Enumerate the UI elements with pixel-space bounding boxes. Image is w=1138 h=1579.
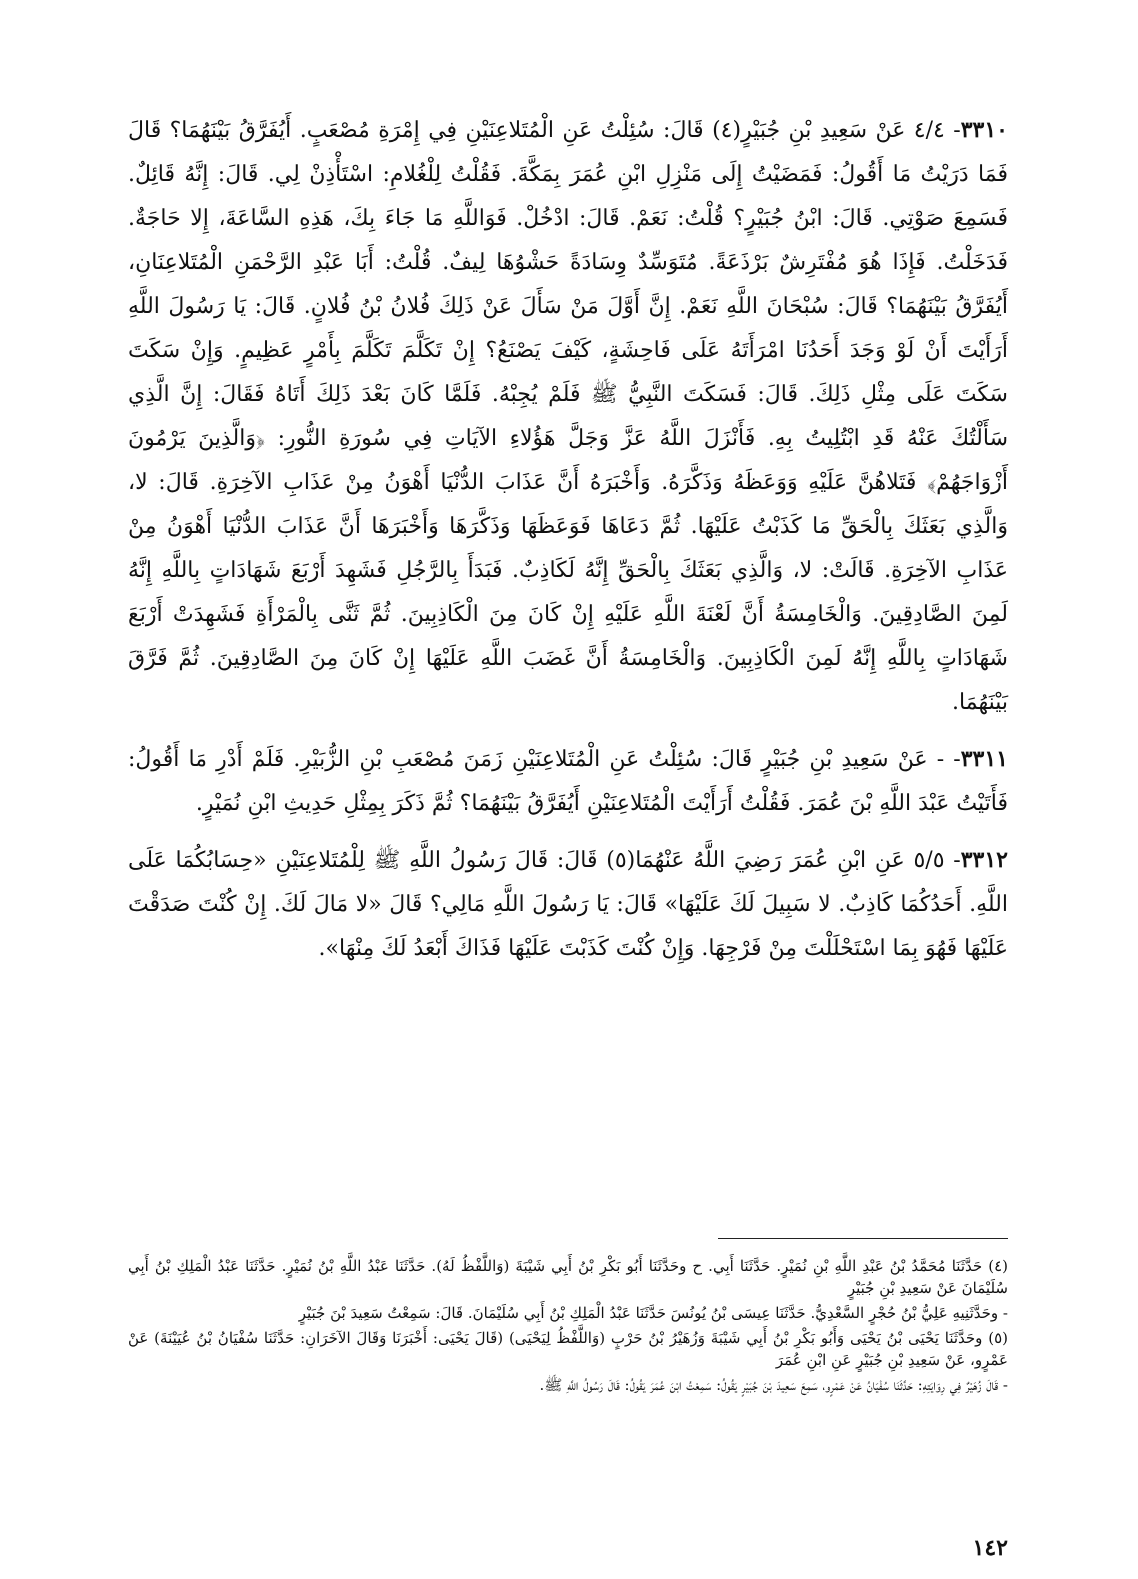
hadith-3310 [128,108,1008,725]
page-number: ١٤٢ [972,1535,1008,1561]
footnote: (٤) حَدَّثَنَا مُحَمَّدُ بْنُ عَبْدِ اللَّهِ بْنِ نُمَيْرٍ. حَدَّثَنَا أَبِي. ح وحَدَّثَنَا أَبُو بَكْرِ بْنُ أَبِي شَيْبَةَ (وَاللَّفْظُ لَهُ). حَدَّثَنَا عَبْدُ اللَّهِ بْنُ نُمَيْرٍ. حَدَّثَنَا عَبْدُ الْمَلِكِ بْنُ أَبِي سُلَيْمَانَ عَنْ سَعِيدِ بْنِ جُبَيْرٍ [128,1257,1008,1297]
footnote-divider [718,1238,1008,1239]
footnote: - وحَدَّثَنِيهِ عَلِيُّ بْنُ حُجْرٍ السَّعْدِيُّ. حَدَّثَنَا عِيسَى بْنُ يُونُسَ حَدَّثَنَا عَبْدُ الْمَلِكِ بْنُ أَبِي سُلَيْمَانَ. قَالَ: سَمِعْتُ سَعِيدَ بْنَ جُبَيْرٍ [298,1304,1008,1322]
hadith-number: ٣٣١٢ [960,847,1008,873]
footnote: - قَالَ زُهَيْرٌ فِي رِوَايَتِهِ: حَدَّثَنَا سُفْيَانُ عَنْ عَمْرٍو، سَمِعَ سَعِيدَ بْنَ جُبَيْرٍ يَقُولُ: سَمِعْتُ ابْنَ عُمَرَ يَقُولُ: قَالَ رَسُولُ اللَّهِ ﷺ. [539,1376,1008,1394]
hadith-3312 [128,838,1008,971]
hadith-body: - ٤/٤ عَنْ سَعِيدِ بْنِ جُبَيْرٍ(٤) قَالَ: سُئِلْتُ عَنِ الْمُتَلاعِنَيْنِ فِي إِمْرَةِ مُصْعَبٍ. أَيُفَرَّقُ بَيْنَهُمَا؟ قَالَ فَمَا دَرَيْتُ مَا أَقُولُ: فَمَضَيْتُ إِلَى مَنْزِلِ ابْنِ عُمَرَ بِمَكَّةَ. فَقُلْتُ لِلْغُلامِ: اسْتَأْذِنْ لِي. قَالَ: إِنَّهُ قَائِلٌ. فَسَمِعَ صَوْتِي. قَالَ: ابْنُ جُبَيْرٍ؟ قُلْتُ: نَعَمْ. قَالَ: ادْخُلْ. فَوَاللَّهِ مَا جَاءَ بِكَ، هَذِهِ السَّاعَةَ، إِلا حَاجَةٌ. فَدَخَلْتُ. فَإِذَا هُوَ مُفْتَرِشٌ بَرْذَعَةً. مُتَوَسِّدٌ وِسَادَةً حَشْوُهَا لِيفٌ. قُلْتُ: أَبَا عَبْدِ الرَّحْمَنِ الْمُتَلاعِنَانِ، أَيُفَرَّقُ بَيْنَهُمَا؟ قَالَ: سُبْحَانَ اللَّهِ نَعَمْ. إِنَّ أَوَّلَ مَنْ سَأَلَ عَنْ ذَلِكَ فُلانُ بْنُ فُلانٍ. قَالَ: يَا رَسُولَ اللَّهِ أَرَأَيْتَ أَنْ لَوْ وَجَدَ أَحَدُنَا امْرَأَتَهُ عَلَى فَاحِشَةٍ، كَيْفَ يَصْنَعُ؟ إِنْ تَكَلَّمَ تَكَلَّمَ بِأَمْرٍ عَظِيمٍ. وَإِنْ سَكَتَ سَكَتَ عَلَى مِثْلِ ذَلِكَ. قَالَ: فَسَكَتَ النَّبِيُّ ﷺ فَلَمْ يُجِبْهُ. فَلَمَّا كَانَ بَعْدَ ذَلِكَ أَتَاهُ فَقَالَ: إِنَّ الَّذِي سَأَلْتُكَ عَنْهُ قَدِ ابْتُلِيتُ بِهِ. فَأَنْزَلَ اللَّهُ عَزَّ وَجَلَّ هَؤُلاءِ الآيَاتِ فِي سُورَةِ النُّورِ: ﴿وَالَّذِينَ يَرْمُونَ أَزْوَاجَهُمْ﴾ فَتَلاهُنَّ عَلَيْهِ وَوَعَظَهُ وَذَكَّرَهُ. وَأَخْبَرَهُ أَنَّ عَذَابَ الدُّنْيَا أَهْوَنُ مِنْ عَذَابِ الآخِرَةِ. قَالَ: لا، وَالَّذِي بَعَثَكَ بِالْحَقِّ مَا كَذَبْتُ عَلَيْهَا. ثُمَّ دَعَاهَا فَوَعَظَهَا وَذَكَّرَهَا وَأَخْبَرَهَا أَنَّ عَذَابَ الدُّنْيَا أَهْوَنُ مِنْ عَذَابِ الآخِرَةِ. قَالَتْ: لا، وَالَّذِي بَعَثَكَ بِالْحَقِّ إِنَّهُ لَكَاذِبٌ. فَبَدَأَ بِالرَّجُلِ فَشَهِدَ أَرْبَعَ شَهَادَاتٍ بِاللَّهِ إِنَّهُ لَمِنَ الصَّادِقِينَ. وَالْخَامِسَةُ أَنَّ لَعْنَةَ اللَّهِ عَلَيْهِ إِنْ كَانَ مِنَ الْكَاذِبِينَ. ثُمَّ ثَنَّى بِالْمَرْأَةِ فَشَهِدَتْ أَرْبَعَ شَهَادَاتٍ بِاللَّهِ إِنَّهُ لَمِنَ الْكَاذِبِينَ. وَالْخَامِسَةُ أَنَّ غَضَبَ اللَّهِ عَلَيْهَا إِنْ كَانَ مِنَ الصَّادِقِينَ. ثُمَّ فَرَّقَ بَيْنَهُمَا. [128,118,1008,715]
footnote: (٥) وحَدَّثَنَا يَحْيَى بْنُ يَحْيَى وَأَبُو بَكْرِ بْنُ أَبِي شَيْبَةَ وَزُهَيْرُ بْنُ حَرْبٍ (وَاللَّفْظُ لِيَحْيَى) (قَالَ يَحْيَى: أَخْبَرَنَا وَقَالَ الآخَرَانِ: حَدَّثَنَا سُفْيَانُ بْنُ عُيَيْنَةَ) عَنْ عَمْرٍو، عَنْ سَعِيدِ بْنِ جُبَيْرٍ عَنِ ابْنِ عُمَرَ [128,1329,1008,1369]
hadith-number: ٣٣١١ [960,746,1008,772]
hadith-body: - ٥/٥ عَنِ ابْنِ عُمَرَ رَضِيَ اللَّهُ عَنْهُمَا(٥) قَالَ: قَالَ رَسُولُ اللَّهِ ﷺ لِلْمُتَلاعِنَيْنِ «حِسَابُكُمَا عَلَى اللَّهِ. أَحَدُكُمَا كَاذِبٌ. لا سَبِيلَ لَكَ عَلَيْهَا» قَالَ: يَا رَسُولَ اللَّهِ مَالِي؟ قَالَ «لا مَالَ لَكَ. إِنْ كُنْتَ صَدَقْتَ عَلَيْهَا فَهُوَ بِمَا اسْتَحْلَلْتَ مِنْ فَرْجِهَا. وَإِنْ كُنْتَ كَذَبْتَ عَلَيْهَا فَذَاكَ أَبْعَدُ لَكَ مِنْهَا». [128,848,1008,961]
hadith-number: ٣٣١٠ [960,117,1008,143]
hadith-body: - - عَنْ سَعِيدِ بْنِ جُبَيْرٍ قَالَ: سُئِلْتُ عَنِ الْمُتَلاعِنَيْنِ زَمَنَ مُصْعَبِ بْنِ الزُّبَيْرِ. فَلَمْ أَدْرِ مَا أَقُولُ: فَأَتَيْتُ عَبْدَ اللَّهِ بْنَ عُمَرَ. فَقُلْتُ أَرَأَيْتَ الْمُتَلاعِنَيْنِ أَيُفَرَّقُ بَيْنَهُمَا؟ ثُمَّ ذَكَرَ بِمِثْلِ حَدِيثِ ابْنِ نُمَيْرٍ. [128,747,1008,816]
footnotes [128,1255,1008,1399]
hadith-3311 [128,737,1008,826]
hadith-text-block [128,108,1008,983]
